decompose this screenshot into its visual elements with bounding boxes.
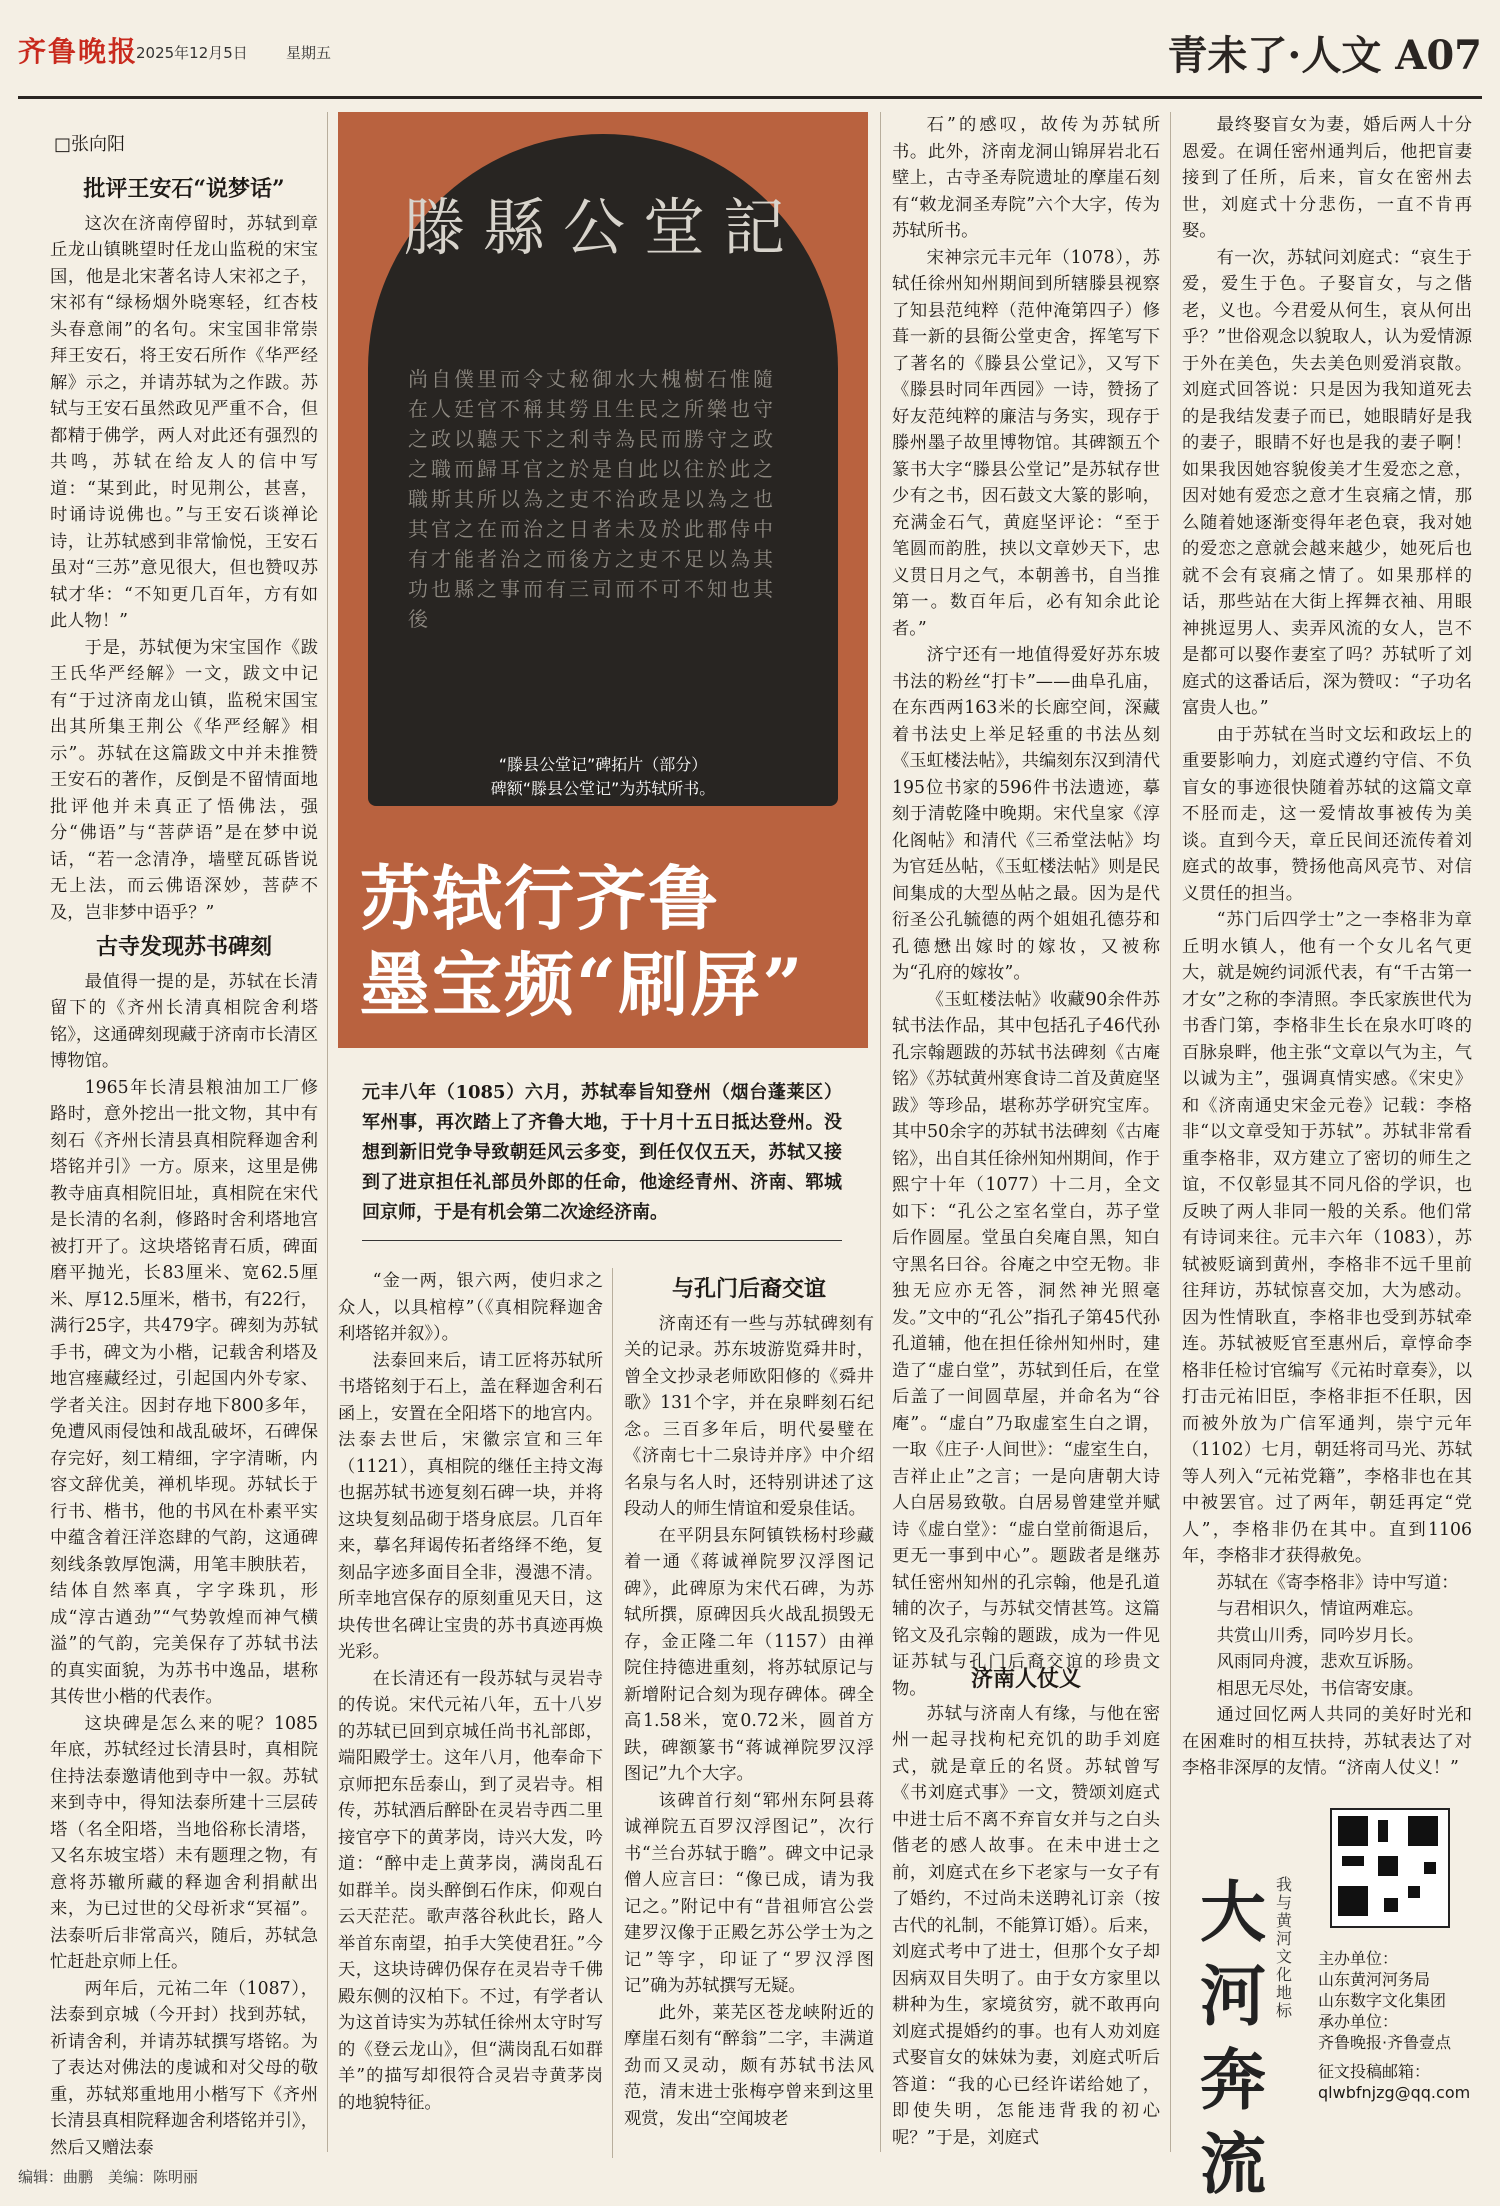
ad-email[interactable]: qlwbfnjzg@qq.com: [1318, 2083, 1471, 2102]
poem-line: 与君相识久，情谊两难忘。: [1216, 1599, 1424, 1619]
poem-line: 风雨同舟渡，悲欢互诉肠。: [1216, 1652, 1424, 1672]
ad-org-label: 主办单位：: [1318, 1949, 1399, 1968]
paragraph: 最终娶盲女为妻，婚后两人十分恩爱。在调任密州通判后，他把盲妻接到了任所，后来，盲女在密州去世，刘庭式十分悲伤，一直不肯再娶。: [1182, 115, 1472, 241]
column-divider: [1170, 112, 1171, 2152]
paragraph: “苏门后四学士”之一李格非为章丘明水镇人，他有一个女儿名气更大，就是婉约词派代表，有“千古第一才女”之称的李清照。李氏家族世代为书香门第，李格非生长在泉水叮咚的百脉泉畔，他主张“文章以气为主，气以诚为主”，强调真情实感。《宋史》和《济南通史宋金元卷》记载：李格非“以文章受知于苏轼”。苏轼非常看重李格非，双方建立了密切的师生之谊，不仅彰显其不同凡俗的学识，也反映了两人非同一般的关系。他们常有诗词来往。元丰六年（1083），苏轼被贬谪到黄州，李格非不远千里前往拜访，苏轼惊喜交加，大为感动。因为性情耿直，李格非也受到苏轼牵连。苏轼被贬官至惠州后，章惇命李格非任检讨官编写《元祐时章奏》，以打击元祐旧臣，李格非拒不任职，因而被外放为广信军通判，崇宁元年（1102）七月，朝廷将司马光、苏轼等人列入“元祐党籍”，李格非也在其中被罢官。过了两年，朝廷再定“党人”，李格非仍在其中。直到1106年，李格非才获得赦免。: [1182, 910, 1472, 1566]
qr-code-icon[interactable]: [1330, 1808, 1450, 1928]
paragraph: 在长清还有一段苏轼与灵岩寺的传说。宋代元祐八年，五十八岁的苏轼已回到京城任尚书礼部郎，端阳殿学士。这年八月，他奉命下京师把东岳泰山，到了灵岩寺。相传，苏轼酒后醉卧在灵岩寺西二里接官亭下的黄茅岗，诗兴大发，吟道：“醉中走上黄茅岗，满岗乱石如群羊。岗头醉倒石作床，仰观白云天茫茫。歌声落谷秋此长，路人举首东南望，拍手大笑使君狂。”今天，这块诗碑仍保存在灵岩寺千佛殿东侧的汉柏下。不过，有学者认为这首诗实为苏轼任徐州太守时写的《登云龙山》，但“满岗乱石如群羊”的描写却很符合灵岩寺黄茅岗的地貌特征。: [338, 1668, 603, 2113]
column-divider: [880, 112, 881, 2152]
paragraph: 1965年长清县粮油加工厂修路时，意外挖出一批文物，其中有刻石《齐州长清县真相院释迦舍利塔铭并引》一方。原来，这里是佛教寺庙真相院旧址，真相院在宋代是长清的名刹，修路时舍利塔地宫被打开了。这块塔铭青石质，碑面磨平抛光，长83厘米、宽62.5厘米、厚12.5厘米，楷书，有22行，满行25字，共479字。碑刻为苏轼手书，碑文为小楷，记载舍利塔及地宫瘗藏经过，引起国内外专家、学者关注。因封存地下800多年，免遭风雨侵蚀和战乱破坏，石碑保存完好，刻工精细，字字清晰，内容文辞优美，禅机毕现。苏轼长于行书、楷书，他的书风在朴素平实中蕴含着汪洋恣肆的气韵，这通碑刻线条敦厚饱满，用笔丰腴肤若，结体自然率真，字字珠玑，形成“淳古遒劲”“气势敦煌而神气横溢”的气韵，完美保存了苏轼书法的真实面貌，为苏书中逸品，堪称其传世小楷的代表作。: [50, 1077, 318, 1707]
paragraph: 于是，苏轼便为宋宝国作《跋王氏华严经解》一文，跋文中记有“于过济南龙山镇，监税宋国宝出其所集王荆公《华严经解》相示”。苏轼在这篇跋文中并未推赞王安石的著作，反倒是不留情面地批评他并未真正了悟佛法，强分“佛语”与“菩萨语”是在梦中说话，“若一念清净，墙壁瓦砾皆说无上法，而云佛语深妙，菩萨不及，岂非梦中语乎？”: [50, 637, 318, 923]
subheading: 济南人仗义: [970, 1666, 1081, 1692]
ad-subtitle: 我与黄河文化地标: [1276, 1875, 1293, 2020]
headline-line: 墨宝频“刷屏”: [360, 943, 805, 1026]
issue-date: 2025年12月5日: [136, 44, 248, 62]
article-column-2: [338, 1268, 603, 2158]
paragraph: 济南还有一些与苏轼碑刻有关的记录。苏东坡游览舜井时，曾全文抄录老师欧阳修的《舜井歌》131个字，并在泉畔刻石纪念。三百多年后，明代晏璧在《济南七十二泉诗并序》中介绍名泉与名人时，还特别讲述了这段动人的师生情谊和爱泉佳话。: [624, 1313, 874, 1519]
paragraph: 宋神宗元丰元年（1078），苏轼任徐州知州期间到所辖滕县视察了知县范纯粹（范仲淹第四子）修葺一新的县衙公堂吏舍，挥笔写下了著名的《滕县公堂记》，又写下《滕县时同年西园》一诗，赞扬了好友范纯粹的廉洁与务实，现存于滕州墨子故里博物馆。其碑额五个篆书大字“滕县公堂记”是苏轼存世少有之书，因石鼓文大篆的影响，充满金石气，黄庭坚评论：“至于笔圆而韵胜，挟以文章妙天下，忠义贯日月之气，本朝善书，自当推第一。数百年后，必有知余此论者。”: [892, 247, 1160, 639]
stele-inscription: 尚自僕里而令丈秘御水大槐樹石惟隨在人廷官不稱其勞且生民之所樂也守之政以聽天下之利寺為民而勝守之政之職而歸耳官之於是自此以往於此之職斯其所以為之吏不治政是以為之也其官之在而治之日者未及於此郡侍中有才能者治之而後方之吏不足以為其功也縣之事而有三司而不可不知也其後: [408, 367, 776, 631]
article-column-3b: [892, 1658, 1160, 2158]
subheading: 与孔门后裔交谊: [671, 1276, 826, 1302]
ad-org: 山东黄河河务局: [1318, 1970, 1431, 1989]
paragraph: 法泰回来后，请工匠将苏轼所书塔铭刻于石上，盖在释迦舍利石函上，安置在全阳塔下的地宫内。法泰去世后，宋徽宗宣和三年（1121），真相院的继任主持文海也据苏轼书迹复刻石碑一块，并将这块复刻品砌于塔身底层。几百年来，摹名拜谒传拓者络绎不绝，复刻品字迹多面目全非，漫漶不清。所幸地宫保存的原刻重见天日，这块传世名碑让宝贵的苏书真迹再焕光彩。: [338, 1350, 603, 1662]
hero-block: [338, 112, 868, 1048]
ad-title: 大河奔流: [1200, 1873, 1266, 2203]
author-byline: □张向阳: [54, 134, 126, 155]
photo-caption: “滕县公堂记”碑拓片（部分）: [498, 755, 708, 774]
paragraph: 济宁还有一地值得爱好苏东坡书法的粉丝“打卡”——曲阜孔庙，在东西两163米的长廊空间，深藏着书法史上举足轻重的书法丛刻《玉虹楼法帖》，共编刻东汉到清代195位书家的596件书法遗迹，摹刻于清乾隆中晚期。宋代皇家《淳化阁帖》和清代《三希堂法帖》均为官廷丛帖，《玉虹楼法帖》则是民间集成的大型丛帖之最。因为是代衍圣公孔毓德的两个姐姐孔德芬和孔德懋出嫁时的嫁妆，又被称为“孔府的嫁妆”。: [892, 645, 1160, 983]
stele-rubbing-photo: [368, 134, 838, 806]
photo-caption: 碑额“滕县公堂记”为苏轼所书。: [490, 779, 716, 798]
paragraph: 此外，莱芜区苍龙峡附近的摩崖石刻有“醉翁”二字，丰满道劲而又灵动，颇有苏轼书法风范，清末进士张梅亭曾来到这里观赏，发出“空闻坡老: [624, 2002, 874, 2129]
poem-line: 相思无尽处，书信寄安康。: [1216, 1678, 1424, 1699]
page-footer: 编辑：曲鹏 美编：陈明丽: [18, 2168, 199, 2186]
main-headline: [360, 856, 805, 1028]
paragraph: 这块碑是怎么来的呢？1085年底，苏轼经过长清县时，真相院住持法泰邀请他到寺中一叙。苏轼来到寺中，得知法泰所建十三层砖塔（名全阳塔，当地俗称长清塔，又名东坡宝塔）未有题理之物，有意将苏辙所藏的释迦舍利捐献出来，为已过世的父母祈求“冥福”。法泰听后非常高兴，随后，苏轼急忙赶赴京师上任。: [50, 1713, 318, 1972]
ad-host: 齐鲁晚报·齐鲁壹点: [1318, 2033, 1452, 2052]
subheading: 批评王安石“说梦话”: [83, 176, 285, 202]
ad-host-label: 承办单位：: [1318, 2012, 1399, 2031]
page-header: [18, 12, 1482, 99]
headline-line: 苏轼行齐鲁: [360, 857, 720, 940]
column-divider: [327, 112, 328, 2152]
paragraph: 石”的感叹，故传为苏轼所书。此外，济南龙洞山锦屏岩北石壁上，古寺圣寿院遗址的摩崖石刻有“敕龙洞圣寿院”六个大字，传为苏轼所书。: [892, 115, 1160, 241]
paragraph: 这次在济南停留时，苏轼到章丘龙山镇眺望时任龙山监税的宋宝国，他是北宋著名诗人宋祁之子，宋祁有“绿杨烟外晓寒轻，红杏枝头春意闹”的名句。宋宝国非常崇拜王安石，将王安石所作《华严经解》示之，并请苏轼为之作跋。苏轼与王安石虽然政见严重不合，但都精于佛学，两人对此还有强烈的共鸣，苏轼在给友人的信中写道：“某到此，时见荆公，甚喜，时诵诗说佛也。”与王安石谈禅论诗，让苏轼感到非常愉悦，王安石虽对“三苏”意见很大，但也赞叹苏轼才华：“不知更几百年，方有如此人物！”: [50, 213, 318, 631]
issue-weekday: 星期五: [286, 44, 332, 62]
article-column-4: [1182, 112, 1472, 1778]
paragraph: 有一次，苏轼问刘庭式：“哀生于爱，爱生于色。子娶盲女，与之偕老，义也。今君爱从何生，哀从何出乎？”世俗观念以貌取人，认为爱情源于外在美色，失去美色则爱消哀散。刘庭式回答说：只是因为我知道死去的是我结发妻子而已，她眼睛好是我的妻子，眼睛不好也是我的妻子啊！如果我因她容貌俊美才生爱恋之意，因对她有爱恋之意才生哀痛之情，那么随着她逐渐变得年老色衰，我对她的爱恋之意就会越来越少，她死后也就不会有哀痛之情了。如果那样的话，那些站在大街上挥舞衣袖、用眼神挑逗男人、卖弄风流的女人，岂不是都可以娶作妻室了吗？苏轼听了刘庭式的这番话后，深为赞叹：“子功名富贵人也。”: [1182, 247, 1472, 718]
article-column-1: [50, 168, 318, 2158]
paragraph: 苏轼在《寄李格非》诗中写道：: [1216, 1572, 1459, 1593]
paragraph: 由于苏轼在当时文坛和政坛上的重要影响力，刘庭式遵约守信、不负盲女的事迹很快随着苏轼的这篇文章不胫而走，这一爱情故事被传为美谈。直到今天，章丘民间还流传着刘庭式的故事，赞扬他高风亮节、对信义贯任的担当。: [1182, 724, 1472, 904]
paragraph: 在平阴县东阿镇铁杨村珍藏着一通《蒋诚禅院罗汉浮图记碑》，此碑原为宋代石碑，为苏轼所撰，原碑因兵火战乱损毁无存，金正隆二年（1157）由禅院住持德进重刻，将苏轼原记与新增附记合刻为现存碑体。碑全高1.58米，宽0.72米，圆首方趺，碑额篆书“蒋诚禅院罗汉浮图记”九个大字。: [624, 1525, 874, 1784]
paragraph: 《玉虹楼法帖》收藏90余件苏轼书法作品，其中包括孔子46代孙孔宗翰题跋的苏轼书法碑刻《古庵铭》《苏轼黄州寒食诗二首及黄庭坚跋》等珍品，堪称苏学研究宝库。其中50余字的苏轼书法碑刻《古庵铭》，出自其任徐州知州期间，作于熙宁十年（1077）十二月，全文如下：“孔公之室名堂白，苏子堂后作圆屋。堂虽白矣庵自黑，知白守黑名曰谷。谷庵之中空无物。非独无应亦无答，洞然神光照毫发。”文中的“孔公”指孔子第45代孙孔道辅，他在担任徐州知州时，建造了“虚白堂”，苏轼到任后，在堂后盖了一间圆草屋，并命名为“谷庵”。“虚白”乃取虚室生白之谓，一取《庄子·人间世》：“虚室生白，吉祥止止”之言；一是向唐朝大诗人白居易致敬。白居易曾建堂并赋诗《虚白堂》：“虚白堂前衙退后，更无一事到中心”。题跋者是继苏轼任密州知州的孔宗翰，他是孔道辅的次子，与苏轼交情甚笃。这篇铭文及孔宗翰的题跋，成为一件见证苏轼与孔门后裔交谊的珍贵文物。: [892, 989, 1160, 1699]
ad-info: [1318, 1948, 1478, 2103]
intro-lead: 元丰八年（1085）六月，苏轼奉旨知登州（烟台蓬莱区）军州事，再次踏上了齐鲁大地，于十月十五日抵达登州。没想到新旧党争导致朝廷风云多变，到任仅仅五天，苏轼又接到了进京担任礼部员外郎的任命，他途经青州、济南、郓城回京师，于是有机会第二次途经济南。: [362, 1082, 842, 1223]
paragraph: “金一两，银六两，使归求之众人，以具棺椁”（《真相院释迦舍利塔铭并叙》）。: [338, 1271, 603, 1344]
paragraph: 最值得一提的是，苏轼在长清留下的《齐州长清真相院舍利塔铭》，这通碑刻现藏于济南市长清区博物馆。: [50, 971, 318, 1071]
column-divider: [612, 1268, 613, 2158]
paragraph: 苏轼与济南人有缘，与他在密州一起寻找枸杞充饥的助手刘庭式，就是章丘的名贤。苏轼曾写《书刘庭式事》一文，赞颂刘庭式中进士后不离不弃盲女并与之白头偕老的感人故事。在未中进士之前，刘庭式在乡下老家与一女子有了婚约，不过尚未送聘礼订亲（按古代的礼制，不能算订婚）。后来，刘庭式考中了进士，但那个女子却因病双目失明了。由于女方家里以耕种为生，家境贫穷，就不敢再向刘庭式提婚约的事。也有人劝刘庭式娶盲女的妹妹为妻，刘庭式听后答道：“我的心已经许诺给她了，即使失明，怎能违背我的初心呢？”于是，刘庭式: [892, 1703, 1160, 2148]
subheading: 古寺发现苏书碑刻: [95, 934, 272, 960]
paragraph: 两年后，元祐二年（1087），法泰到京城（今开封）找到苏轼，祈请舍利，并请苏轼撰写塔铭。为了表达对佛法的虔诚和对父母的敬重，苏轼郑重地用小楷写下《齐州长清县真相院释迦舍利塔铭并引》，然后又赠法泰: [50, 1978, 318, 2158]
article-column-3-lower: [624, 1268, 874, 2158]
intro-rule: [362, 1240, 842, 1241]
paragraph: 该碑首行刻“郓州东阿县蒋诚禅院五百罗汉浮图记”，次行书“兰台苏轼于瞻”。碑文中记录僧人应言曰：“像已成，请为我记之。”附记中有“昔祖师宫公尝建罗汉像于正殿乞苏公学士为之记”等字，印证了“罗汉浮图记”确为苏轼撰写无疑。: [624, 1790, 874, 1996]
paragraph: 通过回忆两人共同的美好时光和在困难时的相互扶持，苏轼表达了对李格非深厚的友情。“济南人仗义！”: [1182, 1705, 1472, 1778]
newspaper-logo: 齐鲁晚报: [18, 35, 139, 68]
stele-title: 滕縣公堂記: [402, 191, 803, 264]
ad-email-label: 征文投稿邮箱：: [1318, 2062, 1431, 2081]
poem-line: 共赏山川秀，同吟岁月长。: [1216, 1625, 1424, 1646]
section-title: 青未了·人文 A07: [1167, 32, 1482, 79]
ad-org: 山东数字文化集团: [1318, 1991, 1447, 2010]
